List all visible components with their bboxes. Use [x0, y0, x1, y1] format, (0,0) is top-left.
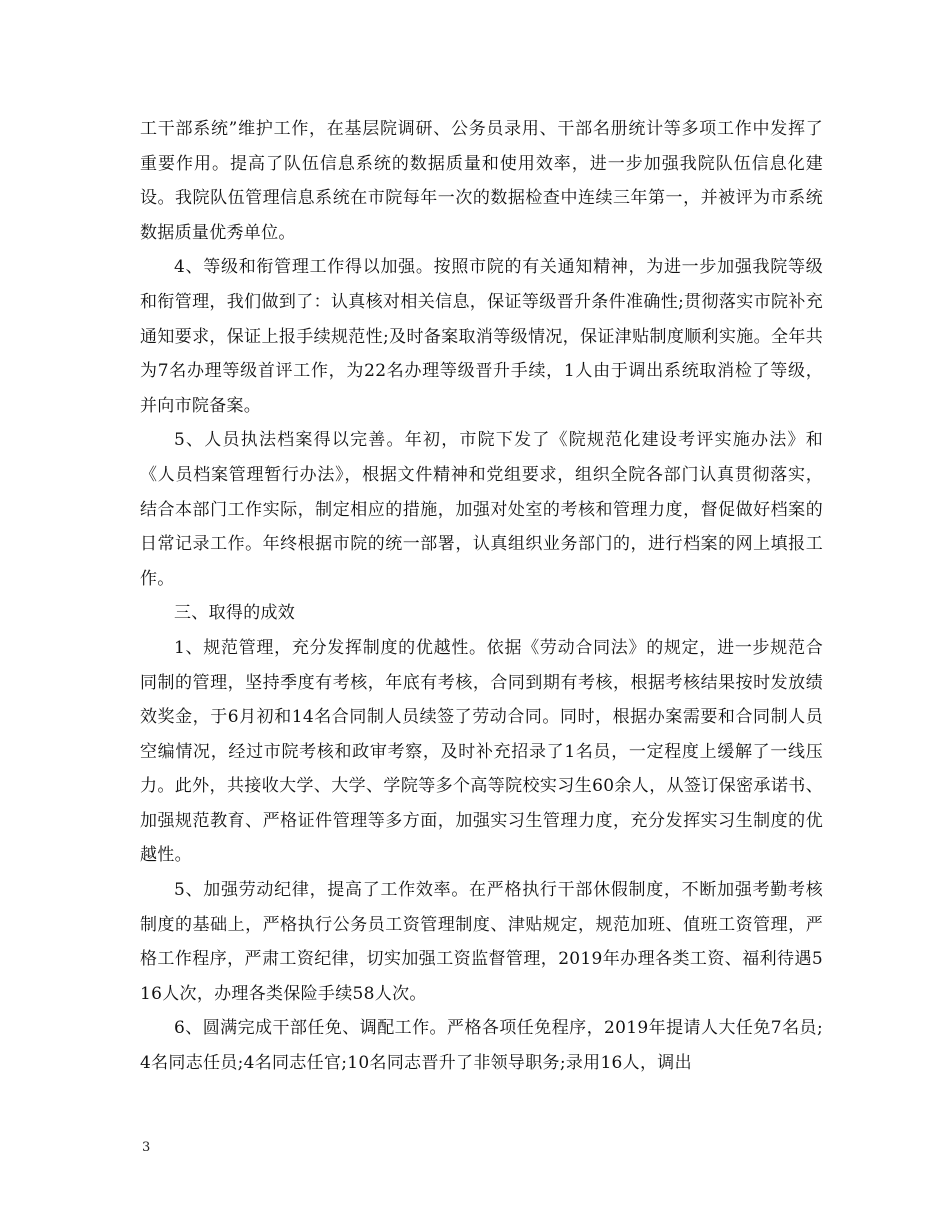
paragraph-appointment-work: 6、圆满完成干部任免、调配工作。严格各项任免程序，2019年提请人大任免7名员;4名同志任员;4名同志任官;10名同志晋升了非领导职务;录用16人，调出 — [140, 1018, 823, 1074]
document-body — [140, 112, 823, 1081]
section-heading-achievements: 三、取得的成效 — [174, 603, 296, 624]
paragraph-labor-discipline: 5、加强劳动纪律，提高了工作效率。在严格执行干部休假制度，不断加强考勤考核制度的基础上，严格执行公务员工资管理制度、津贴规定，规范加班、值班工资管理，严格工作程序，严肃工资纪律，切实加强工资监督管理，2019年办理各类工资、福利待遇516人次，办理各类保险手续58人次。 — [140, 880, 823, 1004]
paragraph-standardized-management: 1、规范管理，充分发挥制度的优越性。依据《劳动合同法》的规定，进一步规范合同制的管理，坚持季度有考核，年底有考核，合同到期有考核，根据考核结果按时发放绩效奖金，于6月初和14名合同制人员续签了劳动合同。同时，根据办案需要和合同制人员空编情况，经过市院考核和政审考察，及时补充招录了1名员，一定程度上缓解了一线压力。此外，共接收大学、大学、学院等多个高等院校实习生60余人，从签订保密承诺书、加强规范教育、严格证件管理等多方面，加强实习生管理力度，充分发挥实习生制度的优越性。 — [140, 637, 823, 866]
paragraph-personnel-archives: 5、人员执法档案得以完善。年初，市院下发了《院规范化建设考评实施办法》和《人员档案管理暂行办法》，根据文件精神和党组要求，组织全院各部门认真贯彻落实，结合本部门工作实际，制定相应的措施，加强对处室的考核和管理力度，督促做好档案的日常记录工作。年终根据市院的统一部署，认真组织业务部门的，进行档案的网上填报工作。 — [140, 430, 823, 589]
page-number: 3 — [142, 1140, 151, 1155]
paragraph-rank-management: 4、等级和衔管理工作得以加强。按照市院的有关通知精神，为进一步加强我院等级和衔管理，我们做到了：认真核对相关信息，保证等级晋升条件准确性;贯彻落实市院补充通知要求，保证上报手续规范性;及时备案取消等级情况，保证津贴制度顺利实施。全年共为7名办理等级首评工作，为22名办理等级晋升手续，1人由于调出系统取消检了等级，并向市院备案。 — [140, 257, 823, 416]
paragraph-continuation: 工干部系统”维护工作，在基层院调研、公务员录用、干部名册统计等多项工作中发挥了重要作用。提高了队伍信息系统的数据质量和使用效率，进一步加强我院队伍信息化建设。我院队伍管理信息系统在市院每年一次的数据检查中连续三年第一，并被评为市系统数据质量优秀单位。 — [140, 119, 823, 243]
